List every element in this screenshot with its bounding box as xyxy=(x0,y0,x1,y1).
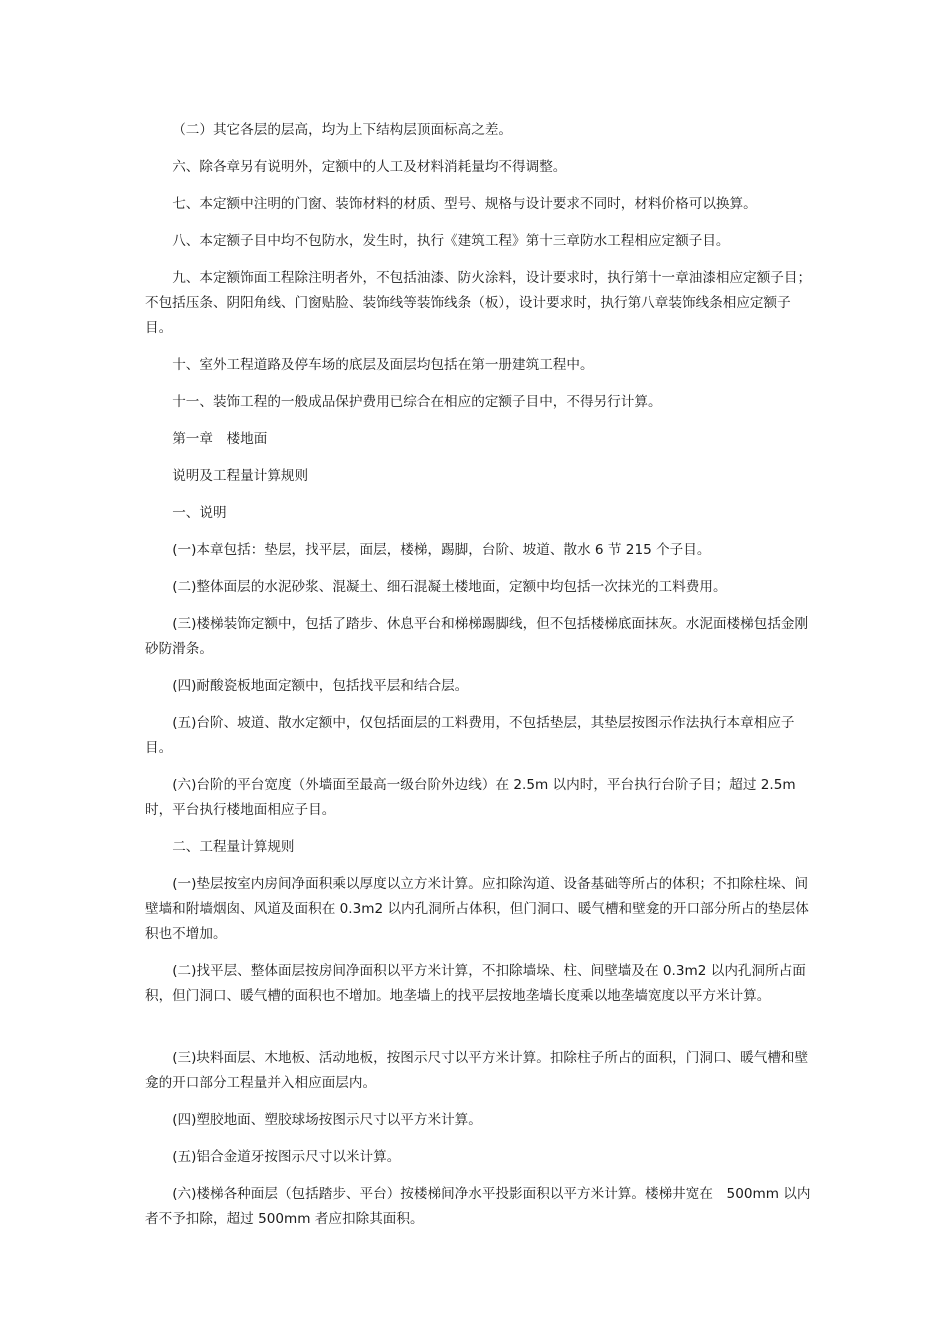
subsection-explanation-heading: 一、说明 xyxy=(172,505,227,521)
explanation-item-4: (四)耐酸瓷板地面定额中，包括找平层和结合层。 xyxy=(172,678,469,694)
rule-item-5: (五)铝合金道牙按图示尺寸以米计算。 xyxy=(172,1149,401,1165)
paragraph-item-9: 九、本定额饰面工程除注明者外，不包括油漆、防火涂料，设计要求时，执行第十一章油漆相应定额子目；不包括压条、阴阳角线、门窗贴脸、装饰线等装饰线条（板），设计要求时，执行第八章装饰线条相应定额子目。 xyxy=(145,270,812,336)
paragraph-item-7: 七、本定额中注明的门窗、装饰材料的材质、型号、规格与设计要求不同时，材料价格可以换算。 xyxy=(172,196,757,212)
chapter-heading: 第一章 楼地面 xyxy=(172,431,268,447)
rule-item-1: (一)垫层按室内房间净面积乘以厚度以立方米计算。应扣除沟道、设备基础等所占的体积；不扣除柱垛、间壁墙和附墙烟囱、风道及面积在 0.3m2 以内孔洞所占体积，但门洞口、暖气槽和壁龛的开口部分所占的垫层体积也不增加。 xyxy=(145,876,809,942)
paragraph-item-6: 六、除各章另有说明外，定额中的人工及材料消耗量均不得调整。 xyxy=(172,159,567,175)
section-heading: 说明及工程量计算规则 xyxy=(172,468,309,484)
rule-item-6: (六)楼梯各种面层（包括踏步、平台）按楼梯间净水平投影面积以平方米计算。楼梯井宽在 500mm 以内者不予扣除，超过 500mm 者应扣除其面积。 xyxy=(145,1186,811,1227)
rule-item-2: (二)找平层、整体面层按房间净面积以平方米计算，不扣除墙垛、柱、间壁墙及在 0.3m2 以内孔洞所占面积，但门洞口、暖气槽的面积也不增加。地垄墙上的找平层按地垄墙长度乘以地垄墙宽度以平方米计算。 xyxy=(145,963,806,1004)
paragraph-floor-height: （二）其它各层的层高，均为上下结构层顶面标高之差。 xyxy=(172,122,513,138)
explanation-item-3: (三)楼梯装饰定额中，包括了踏步、休息平台和梯梯踢脚线，但不包括楼梯底面抹灰。水泥面楼梯包括金刚砂防滑条。 xyxy=(145,616,809,657)
subsection-rules-heading: 二、工程量计算规则 xyxy=(172,839,295,855)
rule-item-4: (四)塑胶地面、塑胶球场按图示尺寸以平方米计算。 xyxy=(172,1112,482,1128)
explanation-item-6: (六)台阶的平台宽度（外墙面至最高一级台阶外边线）在 2.5m 以内时，平台执行台阶子目；超过 2.5m 时，平台执行楼地面相应子目。 xyxy=(145,777,796,818)
explanation-item-5: (五)台阶、坡道、散水定额中，仅包括面层的工料费用，不包括垫层，其垫层按图示作法执行本章相应子目。 xyxy=(145,715,795,756)
explanation-item-2: (二)整体面层的水泥砂浆、混凝土、细石混凝土楼地面，定额中均包括一次抹光的工料费用。 xyxy=(172,579,727,595)
paragraph-item-11: 十一、装饰工程的一般成品保护费用已综合在相应的定额子目中，不得另行计算。 xyxy=(172,394,662,410)
rule-item-3: (三)块料面层、木地板、活动地板，按图示尺寸以平方米计算。扣除柱子所占的面积，门洞口、暖气槽和壁龛的开口部分工程量并入相应面层内。 xyxy=(145,1050,809,1091)
paragraph-item-10: 十、室外工程道路及停车场的底层及面层均包括在第一册建筑工程中。 xyxy=(172,357,594,373)
paragraph-item-8: 八、本定额子目中均不包防水，发生时，执行《建筑工程》第十三章防水工程相应定额子目。 xyxy=(172,233,730,249)
explanation-item-1: (一)本章包括：垫层，找平层，面层，楼梯，踢脚，台阶、坡道、散水 6 节 215 个子目。 xyxy=(172,542,711,558)
